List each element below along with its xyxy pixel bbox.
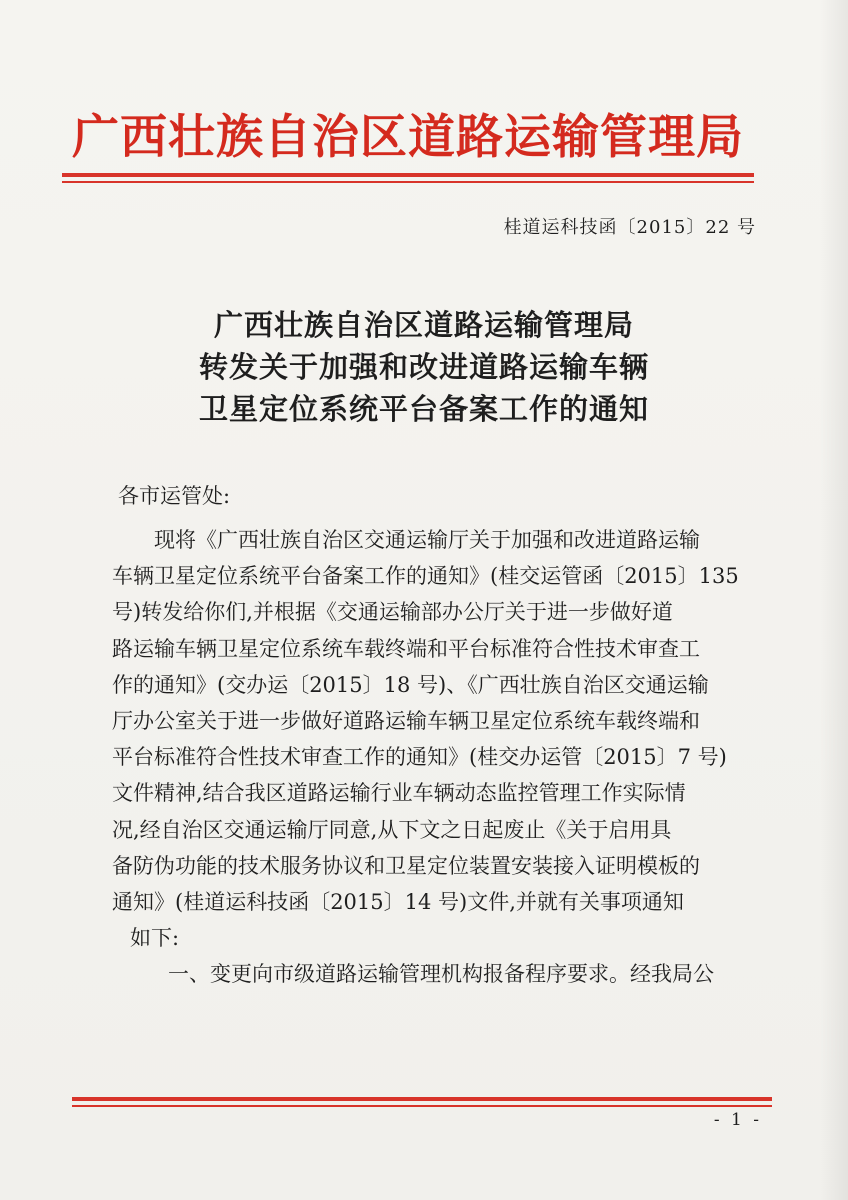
letterhead-thick-rule xyxy=(62,173,754,177)
body-line: 作的通知》(交办运〔2015〕18 号)、《广西壮族自治区交通运输 xyxy=(112,672,709,697)
letterhead-title: 广西壮族自治区道路运输管理局 xyxy=(72,110,744,165)
footer-thick-rule xyxy=(72,1097,772,1101)
body-line: 通知》(桂道运科技函〔2015〕14 号)文件,并就有关事项通知 xyxy=(112,889,684,914)
document-number: 桂道运科技函〔2015〕22 号 xyxy=(503,217,756,238)
document-title-line-1: 广西壮族自治区道路运输管理局 xyxy=(213,308,634,342)
body-line: 现将《广西壮族自治区交通运输厅关于加强和改进道路运输 xyxy=(154,528,700,552)
salutation: 各市运管处: xyxy=(118,484,231,508)
document-body xyxy=(112,522,772,992)
document-title-line-2: 转发关于加强和改进道路运输车辆 xyxy=(198,350,649,384)
body-line: 如下: xyxy=(130,926,180,951)
body-line: 平台标准符合性技术审查工作的通知》(桂交办运管〔2015〕7 号) xyxy=(112,745,727,770)
page-edge-shadow xyxy=(820,0,848,1200)
letterhead-thin-rule xyxy=(62,181,754,183)
footer-thin-rule xyxy=(72,1105,772,1107)
body-line: 车辆卫星定位系统平台备案工作的通知》(桂交运管函〔2015〕135 xyxy=(112,564,739,589)
body-line: 备防伪功能的技术服务协议和卫星定位装置安装接入证明模板的 xyxy=(112,853,700,878)
body-line: 厅办公室关于进一步做好道路运输车辆卫星定位系统车载终端和 xyxy=(112,708,700,733)
body-line: 号)转发给你们,并根据《交通运输部办公厅关于进一步做好道 xyxy=(112,600,673,625)
page-number: - 1 - xyxy=(713,1110,762,1130)
body-line: 况,经自治区交通运输厅同意,从下文之日起废止《关于启用具 xyxy=(112,817,672,842)
body-line: 路运输车辆卫星定位系统车载终端和平台标准符合性技术审查工 xyxy=(112,636,700,661)
body-line: 文件精神,结合我区道路运输行业车辆动态监控管理工作实际情 xyxy=(112,781,686,806)
body-line: 一、变更向市级道路运输管理机构报备程序要求。经我局公 xyxy=(168,962,714,987)
document-title-line-3: 卫星定位系统平台备案工作的通知 xyxy=(198,392,649,426)
